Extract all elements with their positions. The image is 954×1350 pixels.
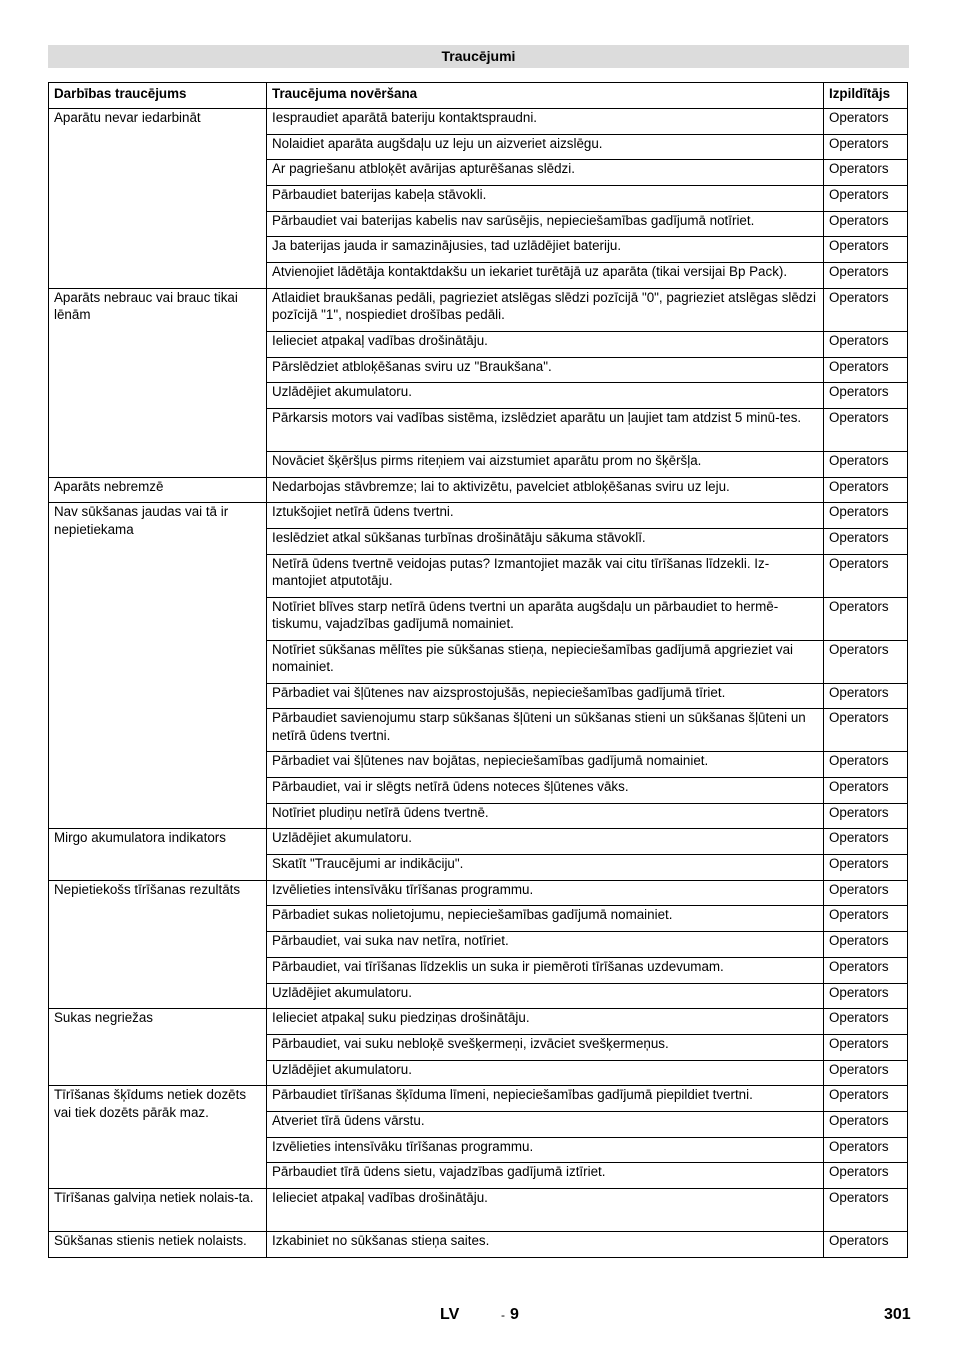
table-row xyxy=(49,1086,908,1112)
remedy-cell: Uzlādējiet akumulatoru. xyxy=(267,983,824,1009)
remedy-cell: Iespraudiet aparātā bateriju kontaktspraudni. xyxy=(267,109,824,135)
performer-cell: Operators xyxy=(824,829,908,855)
performer-cell: Operators xyxy=(824,160,908,186)
fault-cell: Nepietiekošs tīrīšanas rezultāts xyxy=(49,880,267,1008)
remedy-cell: Nedarbojas stāvbremze; lai to aktivizētu, pavelciet atbloķēšanas sviru uz leju. xyxy=(267,477,824,503)
performer-cell: Operators xyxy=(824,683,908,709)
footer-page-number: 301 xyxy=(884,1306,911,1323)
remedy-cell: Pārbadiet sukas nolietojumu, nepieciešamības gadījumā nomainiet. xyxy=(267,906,824,932)
header-performer: Izpildītājs xyxy=(824,83,908,105)
fault-cell: Sūkšanas stienis netiek nolaists. xyxy=(49,1232,267,1258)
table-row xyxy=(49,503,908,529)
performer-cell: Operators xyxy=(824,640,908,683)
remedy-cell: Netīrā ūdens tvertnē veidojas putas? Izmantojiet mazāk vai citu tīrīšanas līdzekli. Iz-mantojiet atputotāju. xyxy=(267,554,824,597)
remedy-cell: Nolaidiet aparāta augšdaļu uz leju un aizveriet aizslēgu. xyxy=(267,134,824,160)
remedy-cell: Pārbaudiet tīrīšanas šķīduma līmeni, nepieciešamības gadījumā piepildiet tvertni. xyxy=(267,1086,824,1112)
performer-cell: Operators xyxy=(824,880,908,906)
remedy-cell: Pārbaudiet savienojumu starp sūkšanas šļūteni un sūkšanas stieni un sūkšanas šļūteni un netīrā ūdens tvertni. xyxy=(267,709,824,752)
performer-cell: Operators xyxy=(824,408,908,451)
remedy-cell: Atvienojiet lādētāja kontaktdakšu un iekariet turētājā uz aparāta (tikai versijai Bp Pack). xyxy=(267,263,824,289)
performer-cell: Operators xyxy=(824,1111,908,1137)
performer-cell: Operators xyxy=(824,186,908,212)
performer-cell: Operators xyxy=(824,477,908,503)
remedy-cell: Pārbadiet vai šļūtenes nav bojātas, nepieciešamības gadījumā nomainiet. xyxy=(267,752,824,778)
table-row xyxy=(49,1009,908,1035)
remedy-cell: Atlaidiet braukšanas pedāli, pagrieziet atslēgas slēdzi pozīcijā "0", pagrieziet atslēgas slēdzi pozīcijā "1", nospiediet drošības pedāli. xyxy=(267,288,824,331)
footer-section-page-number: 9 xyxy=(510,1306,519,1323)
performer-cell: Operators xyxy=(824,1163,908,1189)
fault-cell: Nav sūkšanas jaudas vai tā ir nepietiekama xyxy=(49,503,267,829)
remedy-cell: Pārbadiet vai šļūtenes nav aizsprostojušās, nepieciešamības gadījumā tīriet. xyxy=(267,683,824,709)
performer-cell: Operators xyxy=(824,1060,908,1086)
performer-cell: Operators xyxy=(824,983,908,1009)
fault-cell: Mirgo akumulatora indikators xyxy=(49,829,267,880)
fault-cell: Sukas negriežas xyxy=(49,1009,267,1086)
remedy-cell: Ielieciet atpakaļ vadības drošinātāju. xyxy=(267,331,824,357)
performer-cell: Operators xyxy=(824,752,908,778)
footer-dash: - xyxy=(501,1308,505,1322)
remedy-cell: Uzlādējiet akumulatoru. xyxy=(267,829,824,855)
performer-cell: Operators xyxy=(824,237,908,263)
remedy-cell: Pārbaudiet, vai ir slēgts netīrā ūdens noteces šļūtenes vāks. xyxy=(267,778,824,804)
performer-cell: Operators xyxy=(824,331,908,357)
performer-cell: Operators xyxy=(824,906,908,932)
table-row xyxy=(49,477,908,503)
performer-cell: Operators xyxy=(824,109,908,135)
remedy-cell: Novāciet šķēršļus pirms riteņiem vai aizstumiet aparātu prom no šķēršļa. xyxy=(267,451,824,477)
footer-section-page xyxy=(501,1306,519,1324)
remedy-cell: Ielieciet atpakaļ suku piedziņas drošinātāju. xyxy=(267,1009,824,1035)
fault-cell: Aparāts nebremzē xyxy=(49,477,267,503)
remedy-cell: Pārbaudiet, vai suku nebloķē svešķermeņi, izvāciet svešķermeņus. xyxy=(267,1034,824,1060)
performer-cell: Operators xyxy=(824,528,908,554)
performer-cell: Operators xyxy=(824,288,908,331)
performer-cell: Operators xyxy=(824,1086,908,1112)
remedy-cell: Pārbaudiet, vai suka nav netīra, notīriet. xyxy=(267,932,824,958)
remedy-cell: Notīriet sūkšanas mēlītes pie sūkšanas stieņa, nepieciešamības gadījumā apgrieziet vai nomainiet. xyxy=(267,640,824,683)
remedy-cell: Notīriet pludiņu netīrā ūdens tvertnē. xyxy=(267,803,824,829)
performer-cell: Operators xyxy=(824,597,908,640)
remedy-cell: Ar pagriešanu atbloķēt avārijas apturēšanas slēdzi. xyxy=(267,160,824,186)
performer-cell: Operators xyxy=(824,932,908,958)
section-title: Traucējumi xyxy=(48,45,909,68)
performer-cell: Operators xyxy=(824,778,908,804)
remedy-cell: Pārbaudiet tīrā ūdens sietu, vajadzības gadījumā iztīriet. xyxy=(267,1163,824,1189)
remedy-cell: Pārbaudiet, vai tīrīšanas līdzeklis un suka ir piemēroti tīrīšanas uzdevumam. xyxy=(267,957,824,983)
performer-cell: Operators xyxy=(824,263,908,289)
performer-cell: Operators xyxy=(824,451,908,477)
fault-cell: Tīrīšanas šķīdums netiek dozēts vai tiek dozēts pārāk maz. xyxy=(49,1086,267,1189)
table-row xyxy=(49,1189,908,1232)
remedy-cell: Notīriet blīves starp netīrā ūdens tvertni un aparāta augšdaļu un pārbaudiet to hermē-tiskumu, vajadzības gadījumā nomainiet. xyxy=(267,597,824,640)
header-remedy: Traucējuma novēršana xyxy=(267,83,824,105)
fault-table-body xyxy=(49,109,908,1258)
remedy-cell: Pārbaudiet vai baterijas kabelis nav sarūsējis, nepieciešamības gadījumā notīriet. xyxy=(267,211,824,237)
remedy-cell: Pārslēdziet atbloķēšanas sviru uz "Braukšana". xyxy=(267,357,824,383)
remedy-cell: Skatīt "Traucējumi ar indikāciju". xyxy=(267,855,824,881)
remedy-cell: Izvēlieties intensīvāku tīrīšanas programmu. xyxy=(267,880,824,906)
performer-cell: Operators xyxy=(824,1232,908,1258)
remedy-cell: Pārkarsis motors vai vadības sistēma, izslēdziet aparātu un ļaujiet tam atdzist 5 minū-tes. xyxy=(267,408,824,451)
table-header-row xyxy=(49,83,908,105)
performer-cell: Operators xyxy=(824,1009,908,1035)
table-row xyxy=(49,1232,908,1258)
performer-cell: Operators xyxy=(824,1034,908,1060)
header-fault: Darbības traucējums xyxy=(49,83,267,105)
performer-cell: Operators xyxy=(824,383,908,409)
table-row xyxy=(49,829,908,855)
performer-cell: Operators xyxy=(824,134,908,160)
performer-cell: Operators xyxy=(824,1189,908,1232)
fault-cell: Tīrīšanas galviņa netiek nolais-ta. xyxy=(49,1189,267,1232)
performer-cell: Operators xyxy=(824,855,908,881)
performer-cell: Operators xyxy=(824,211,908,237)
remedy-cell: Izkabiniet no sūkšanas stieņa saites. xyxy=(267,1232,824,1258)
remedy-cell: Iztukšojiet netīrā ūdens tvertni. xyxy=(267,503,824,529)
fault-table xyxy=(48,82,908,1258)
performer-cell: Operators xyxy=(824,554,908,597)
remedy-cell: Ielieciet atpakaļ vadības drošinātāju. xyxy=(267,1189,824,1232)
fault-cell: Aparāts nebrauc vai brauc tikai lēnām xyxy=(49,288,267,477)
performer-cell: Operators xyxy=(824,503,908,529)
remedy-cell: Uzlādējiet akumulatoru. xyxy=(267,383,824,409)
performer-cell: Operators xyxy=(824,709,908,752)
remedy-cell: Atveriet tīrā ūdens vārstu. xyxy=(267,1111,824,1137)
remedy-cell: Ja baterijas jauda ir samazinājusies, tad uzlādējiet bateriju. xyxy=(267,237,824,263)
performer-cell: Operators xyxy=(824,803,908,829)
performer-cell: Operators xyxy=(824,1137,908,1163)
performer-cell: Operators xyxy=(824,357,908,383)
footer-lang: LV xyxy=(440,1306,460,1323)
table-row xyxy=(49,880,908,906)
remedy-cell: Izvēlieties intensīvāku tīrīšanas programmu. xyxy=(267,1137,824,1163)
remedy-cell: Ieslēdziet atkal sūkšanas turbīnas drošinātāju sākuma stāvoklī. xyxy=(267,528,824,554)
fault-cell: Aparātu nevar iedarbināt xyxy=(49,109,267,289)
table-row xyxy=(49,288,908,331)
remedy-cell: Pārbaudiet baterijas kabeļa stāvokli. xyxy=(267,186,824,212)
performer-cell: Operators xyxy=(824,957,908,983)
table-row xyxy=(49,109,908,135)
remedy-cell: Uzlādējiet akumulatoru. xyxy=(267,1060,824,1086)
